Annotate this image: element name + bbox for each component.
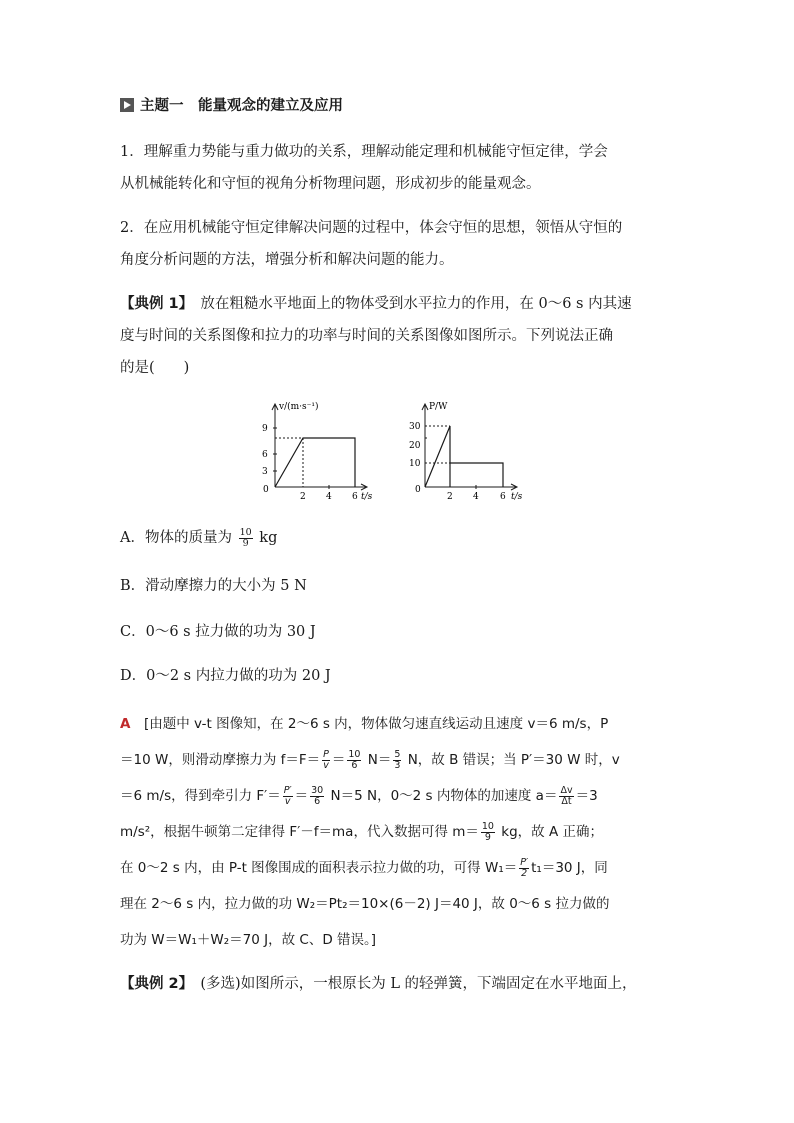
frac-pp-v-num: P′ xyxy=(283,784,292,796)
objective-1 xyxy=(120,136,680,200)
option-a-unit: kg xyxy=(259,530,278,546)
example-2 xyxy=(120,968,680,1000)
option-c: C．0～6 s 拉力做的功为 30 J xyxy=(120,624,316,640)
v-ytick-6: 6 xyxy=(262,450,268,460)
answer-label: A xyxy=(120,716,131,732)
v-xtick-6: 6 xyxy=(352,492,358,502)
v-axis-label: v/(m·s⁻¹) xyxy=(279,402,319,412)
option-a-den: 9 xyxy=(242,537,249,549)
example-2-text: (多选)如图所示，一根原长为 L 的轻弹簧，下端固定在水平地面上， xyxy=(200,976,637,992)
solution-line-7: 功为 W＝W₁＋W₂＝70 J，故 C、D 错误。] xyxy=(120,932,377,948)
sol-3a: ＝6 m/s，得到牵引力 F′＝ xyxy=(120,788,281,804)
frac-10-9 xyxy=(481,822,495,843)
section-heading xyxy=(120,90,680,122)
frac-10-6-num: 10 xyxy=(348,748,361,760)
example-1-line-3: 的是( ) xyxy=(120,360,190,376)
p-xaxis-label: t/s xyxy=(511,492,523,502)
solution-line-3 xyxy=(120,778,680,814)
example-1-line-1 xyxy=(120,288,680,320)
frac-10-6 xyxy=(347,750,361,771)
frac-10-6-den: 6 xyxy=(351,759,358,771)
option-a xyxy=(120,522,680,554)
sol-2d: N，故 B 错误；当 P′＝30 W 时，v xyxy=(403,752,620,768)
sol-2c: N＝ xyxy=(363,752,392,768)
solution-text-1: [由题中 v-t 图像知，在 2～6 s 内，物体做匀速直线运动且速度 v＝6 m/s，P xyxy=(143,716,609,732)
frac-pp-2-den: 2 xyxy=(521,867,528,879)
example-2-line-1 xyxy=(120,968,680,1000)
sol-5a: 在 0～2 s 内，由 P-t 图像围成的面积表示拉力做的功，可得 W₁＝ xyxy=(120,860,518,876)
frac-pp-v-den: v xyxy=(284,795,291,807)
example-1-line-2: 度与时间的关系图像和拉力的功率与时间的关系图像如图所示。下列说法正确 xyxy=(120,328,613,344)
v-xtick-2: 2 xyxy=(300,492,306,502)
objective-2 xyxy=(120,212,680,276)
solution-line-5 xyxy=(120,850,680,886)
v-xaxis-label: t/s xyxy=(361,492,373,502)
p-xtick-6: 6 xyxy=(500,492,506,502)
option-d: D．0～2 s 内拉力做的功为 20 J xyxy=(120,668,331,684)
frac-pp-2 xyxy=(519,858,529,879)
example-1-text-1: 放在粗糙水平地面上的物体受到水平拉力的作用，在 0～6 s 内其速 xyxy=(200,296,632,312)
frac-5-3-num: 5 xyxy=(394,748,401,760)
objective-2-line-1: 2．在应用机械能守恒定律解决问题的过程中，体会守恒的思想，领悟从守恒的 xyxy=(120,220,623,236)
objective-1-line-2: 从机械能转化和守恒的视角分析物理问题，形成初步的能量观念。 xyxy=(120,176,541,192)
v-tick-marks xyxy=(273,428,329,489)
sol-4b: kg，故 A 正确； xyxy=(496,824,603,840)
velocity-time-graph xyxy=(255,395,373,505)
objective-1-line-1: 1．理解重力势能与重力做功的关系，理解动能定理和机械能守恒定律，学会 xyxy=(120,144,608,160)
frac-30-6 xyxy=(310,786,324,807)
frac-30-6-den: 6 xyxy=(314,795,321,807)
p-origin: 0 xyxy=(415,485,421,495)
frac-10-9-den: 9 xyxy=(484,831,491,843)
power-flat xyxy=(450,463,503,487)
power-time-graph xyxy=(405,395,530,505)
frac-5-3-den: 3 xyxy=(394,759,401,771)
option-a-fraction xyxy=(239,528,253,549)
sol-3c: N＝5 N，0～2 s 内物体的加速度 a＝ xyxy=(326,788,558,804)
frac-dv-dt-num: Δv xyxy=(560,784,573,796)
sol-3d: ＝3 xyxy=(575,788,598,804)
p-axis-label: P/W xyxy=(429,402,448,412)
solution-line-6: 理在 2～6 s 内，拉力做的功 W₂＝Pt₂＝10×(6－2) J＝40 J，故 0～6 s 拉力做的 xyxy=(120,896,610,912)
solution-line-4 xyxy=(120,814,680,850)
sol-3b: ＝ xyxy=(294,788,309,804)
velocity-curve xyxy=(275,438,355,487)
example-1 xyxy=(120,288,680,384)
sol-5b: t₁＝30 J，同 xyxy=(531,860,608,876)
frac-pp-2-num: P′ xyxy=(520,856,529,868)
objective-2-line-2: 角度分析问题的方法，增强分析和解决问题的能力。 xyxy=(120,252,454,268)
option-a-text: A．物体的质量为 xyxy=(120,530,232,546)
frac-30-6-num: 30 xyxy=(311,784,324,796)
power-ramp xyxy=(425,426,450,487)
sol-2b: ＝ xyxy=(331,752,346,768)
option-a-num: 10 xyxy=(239,526,252,538)
sol-2a: ＝10 W，则滑动摩擦力为 f＝F＝ xyxy=(120,752,321,768)
sol-4a: m/s²，根据牛顿第二定律得 F′－f＝ma，代入数据可得 m＝ xyxy=(120,824,479,840)
p-ytick-30: 30 xyxy=(409,422,421,432)
solution-line-2 xyxy=(120,742,680,778)
frac-5-3 xyxy=(393,750,401,771)
p-ytick-10: 10 xyxy=(409,459,421,469)
option-b: B．滑动摩擦力的大小为 5 N xyxy=(120,578,307,594)
frac-p-v-num: P xyxy=(323,748,329,760)
v-xtick-4: 4 xyxy=(326,492,332,502)
play-icon xyxy=(120,98,134,112)
section-title: 主题一 能量观念的建立及应用 xyxy=(140,98,343,114)
frac-p-v-den: v xyxy=(323,759,329,771)
solution xyxy=(120,706,680,958)
p-xtick-4: 4 xyxy=(473,492,479,502)
example-1-tag: 【典例 1】 xyxy=(120,296,186,312)
p-ytick-20: 20 xyxy=(409,441,421,451)
frac-pp-v xyxy=(283,786,293,807)
solution-line-1 xyxy=(120,706,680,742)
frac-p-v xyxy=(322,750,330,771)
v-origin: 0 xyxy=(263,485,269,495)
p-xtick-2: 2 xyxy=(447,492,453,502)
frac-10-9-num: 10 xyxy=(481,820,494,832)
example-2-tag: 【典例 2】 xyxy=(120,976,186,992)
frac-dv-dt-den: Δt xyxy=(561,795,572,807)
v-ytick-9: 9 xyxy=(262,424,268,434)
v-ytick-3: 3 xyxy=(262,467,268,477)
frac-dv-dt xyxy=(559,786,573,807)
